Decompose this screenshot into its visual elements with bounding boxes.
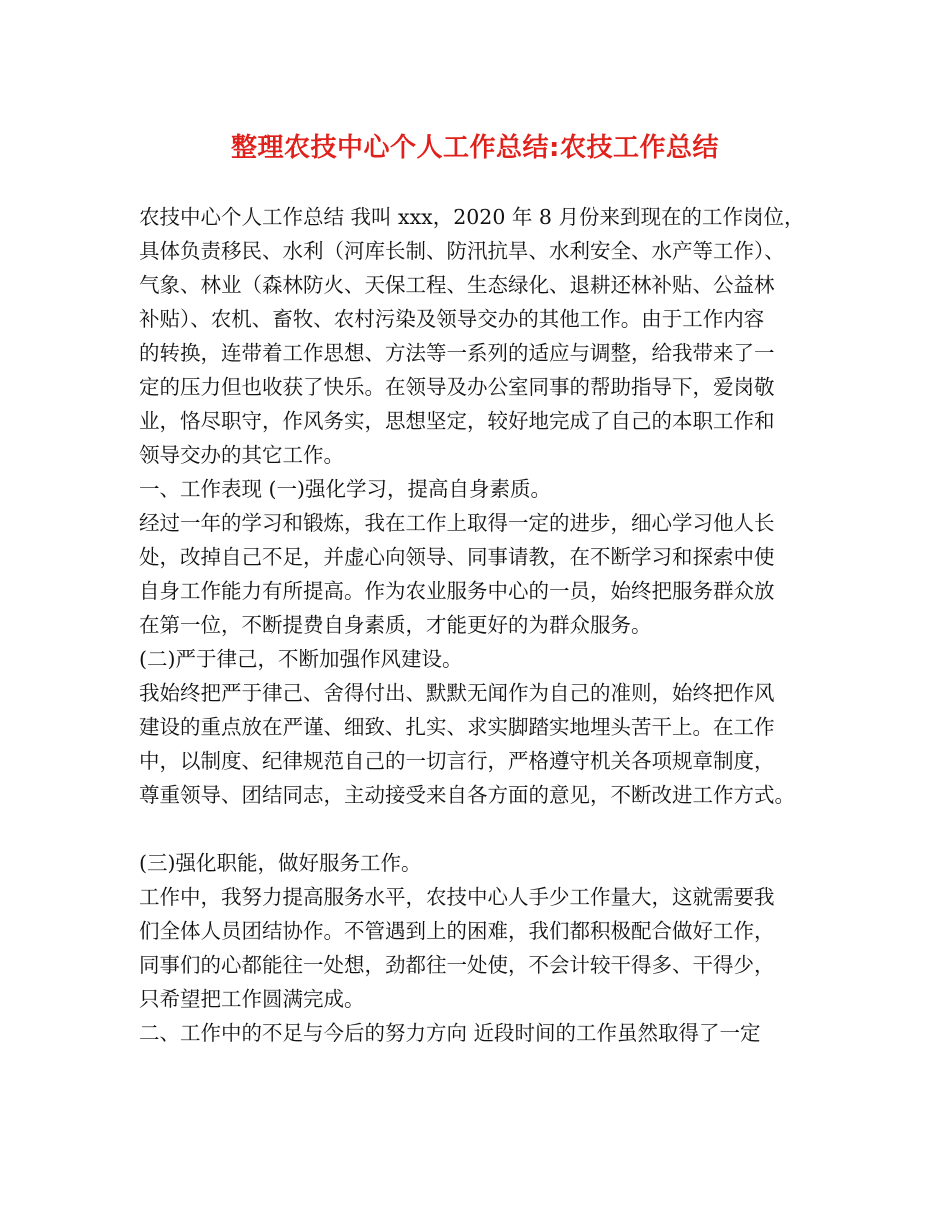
section-heading: 一、工作表现 (一)强化学习，提高自身素质。 [139,477,552,501]
body-line: 气象、林业（森林防火、天保工程、生态绿化、退耕还林补贴、公益林 [139,273,775,297]
body-line: 建设的重点放在严谨、细致、扎实、求实脚踏实地埋头苦干上。在工作 [139,715,775,739]
body-line: 工作中，我努力提高服务水平，农技中心人手少工作量大，这就需要我 [139,885,775,909]
body-line: 定的压力但也收获了快乐。在领导及办公室同事的帮助指导下，爱岗敬 [139,375,775,399]
body-line: 农技中心个人工作总结 我叫 xxx，2020 年 8 月份来到现在的工作岗位， [139,205,805,229]
body-line: 尊重领导、团结同志，主动接受来自各方面的意见，不断改进工作方式。 [139,783,795,807]
body-line: 只希望把工作圆满完成。 [139,987,365,1011]
body-line: 中，以制度、纪律规范自己的一切言行，严格遵守机关各项规章制度， [139,749,775,773]
body-line: 同事们的心都能往一处想，劲都往一处使，不会计较干得多、干得少， [139,953,775,977]
document-body [139,200,829,1050]
body-line: 自身工作能力有所提高。作为农业服务中心的一员，始终把服务群众放 [139,579,775,603]
document-title: 整理农技中心个人工作总结:农技工作总结 [231,133,719,163]
body-line: 具体负责移民、水利（河库长制、防汛抗旱、水利安全、水产等工作）、 [139,239,785,263]
body-line: 我始终把严于律己、舍得付出、默默无闻作为自己的准则，始终把作风 [139,681,775,705]
body-line: 处，改掉自己不足，并虚心向领导、同事请教，在不断学习和探索中使 [139,545,775,569]
subsection-heading: (三)强化职能，做好服务工作。 [139,851,422,875]
body-line: 领导交办的其它工作。 [139,443,344,467]
body-line: 业，恪尽职守，作风务实，思想坚定，较好地完成了自己的本职工作和 [139,409,775,433]
section-heading: 二、工作中的不足与今后的努力方向 近段时间的工作虽然取得了一定 [139,1021,761,1045]
blank-line [139,812,829,846]
body-line: 经过一年的学习和锻炼，我在工作上取得一定的进步，细心学习他人长 [139,511,775,535]
body-line: 在第一位，不断提费自身素质，才能更好的为群众服务。 [139,613,652,637]
body-line: 们全体人员团结协作。不管遇到上的困难，我们都积极配合做好工作， [139,919,775,943]
subsection-heading: (二)严于律己，不断加强作风建设。 [139,647,463,671]
body-line: 的转换，连带着工作思想、方法等一系列的适应与调整，给我带来了一 [139,341,775,365]
body-line: 补贴）、农机、畜牧、农村污染及领导交办的其他工作。由于工作内容 [139,307,765,331]
